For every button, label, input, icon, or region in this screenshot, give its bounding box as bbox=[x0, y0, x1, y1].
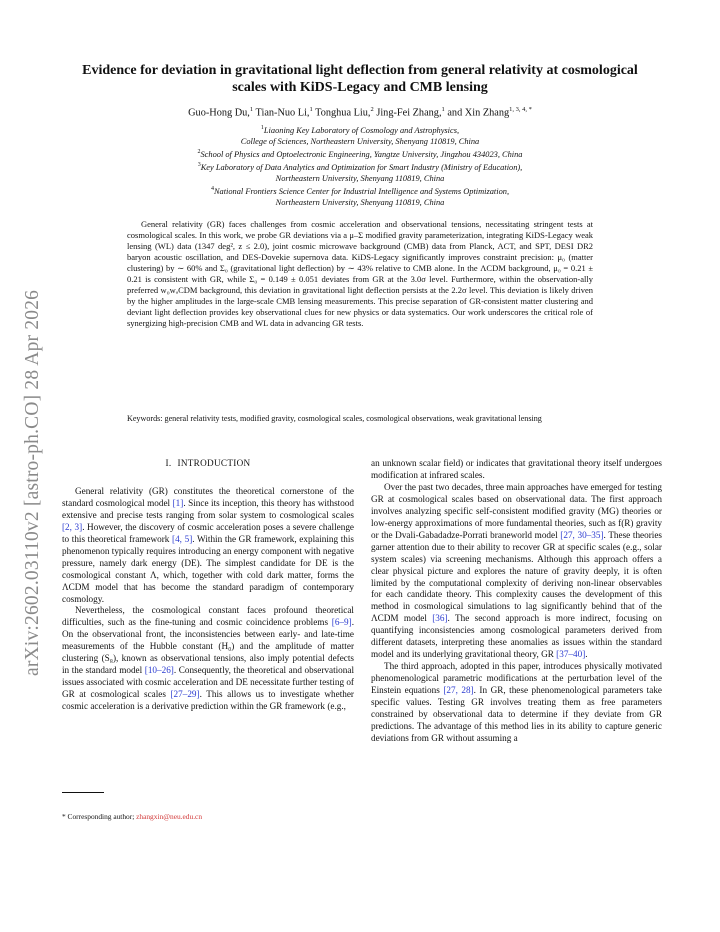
section-title: INTRODUCTION bbox=[177, 458, 251, 468]
right-paragraphs bbox=[371, 458, 662, 745]
author-affiliation-mark: 1, 3, 4, * bbox=[509, 106, 532, 113]
author-name: Tonghua Liu, bbox=[315, 107, 371, 119]
author-name: Guo-Hong Du, bbox=[188, 107, 250, 119]
citation-link[interactable]: [6–9] bbox=[331, 617, 352, 628]
affiliation-mark: 3 bbox=[197, 162, 201, 169]
affiliation-line bbox=[70, 123, 650, 136]
author-affiliation-mark: 2 bbox=[370, 106, 374, 113]
body-text: . In GR, these phenomenological parameters take specific values. Testing GR involves treating them as free parameters constrained by observational data to determine if they deviate from GR predictions. The advantage of this method lies in its ability to capture generic deviations from GR without assuming a bbox=[371, 685, 662, 743]
body-paragraph bbox=[371, 482, 662, 661]
affiliation-text: College of Sciences, Northeastern University, Shenyang 110819, China bbox=[240, 137, 480, 146]
body-text: . bbox=[585, 649, 588, 660]
body-paragraph bbox=[62, 605, 354, 713]
right-column bbox=[371, 458, 662, 745]
body-paragraph bbox=[371, 458, 662, 482]
author-affiliation-mark: 1 bbox=[309, 106, 313, 113]
left-column bbox=[62, 458, 354, 713]
citation-link[interactable]: [2, 3] bbox=[62, 521, 83, 532]
footnote bbox=[62, 812, 354, 822]
section-number: I. bbox=[165, 458, 172, 468]
citation-link[interactable]: [10–26] bbox=[144, 665, 174, 676]
affiliation-text: School of Physics and Optoelectronic Engineering, Yangtze University, Jingzhou 434023, China bbox=[200, 150, 523, 159]
affiliation-line bbox=[70, 147, 650, 160]
body-text: . This allows us to investigate whether cosmic acceleration is a derivative prediction within the GR framework (e.g., bbox=[62, 689, 354, 712]
body-text: General relativity (GR) constitutes the theoretical cornerstone of the standard cosmological model bbox=[62, 485, 354, 508]
affiliation-line bbox=[70, 136, 650, 147]
affiliation-text: Liaoning Key Laboratory of Cosmology and Astrophysics, bbox=[263, 125, 460, 135]
body-text: . These theories garner attention due to their ability to recover GR at specific scales (e.g., solar system scales) via screening mechanisms. Although this approach offers a clear physical picture and explores the nature of gravity deeply, it is often limited by the computational complexity of deriving non-linear observables for each candidate theory. This complexity causes the development of this method in cosmological simulations to lag significantly behind that of the ΛCDM model bbox=[371, 529, 662, 624]
affiliation-mark: 1 bbox=[260, 125, 264, 131]
author-affiliation-mark: 1 bbox=[441, 106, 445, 113]
affiliation-line bbox=[70, 184, 650, 197]
author-list bbox=[70, 106, 650, 118]
footnote-label: * Corresponding author; bbox=[62, 812, 137, 821]
body-paragraph bbox=[62, 486, 354, 606]
citation-link[interactable]: [1] bbox=[172, 497, 184, 508]
affiliation-mark: 4 bbox=[210, 186, 214, 193]
abstract: General relativity (GR) faces challenges from cosmic acceleration and observational tensions, necessitating stringent tests at cosmological scales. In this work, we probe GR deviations via a μ–Σ modified gravity parameterization, integrating KiDS-Legacy weak lensing (WL) data (1347 deg², z ≤ 2.0), joint cosmic microwave background (CMB) data from Planck, ACT, and SPT, DESI DR2 baryon acoustic oscillation, and DES-Dovekie supernova data. KiDS-Legacy significantly improves constraint precision: μ₀ (matter clustering) by ∼ 60% and Σ₀ (gravitational light deflection) by ∼ 43% relative to CMB alone. In the ΛCDM background, μ₀ = 0.21 ± 0.21 is consistent with GR, while Σ₀ = 0.149 ± 0.051 deviates from GR at the 3.0σ level. Furthermore, within the observation-ally preferred w₀wₐCDM background, this deviation in gravitational light deflection persists at the 2.2σ level. This deviation is likely driven by the higher amplitudes in the large-scale CMB lensing measurements. This precise separation of GR-consistent matter clustering and deviant light deflection provides key observational clues for new physics or data systematics. Our work underscores the critical role of synergizing high-precision CMB and WL data in advancing GR tests. bbox=[127, 219, 593, 329]
affiliation-text: Northeastern University, Shenyang 110819, China bbox=[275, 174, 445, 184]
citation-link[interactable]: [27–29] bbox=[170, 689, 200, 700]
arxiv-stamp: arXiv:2602.03110v2 [astro-ph.CO] 28 Apr 2026 bbox=[22, 289, 43, 676]
citation-link[interactable]: [4, 5] bbox=[172, 533, 193, 544]
paper-title: Evidence for deviation in gravitational light deflection from general relativity at cosmological scales with KiDS-Legacy and CMB lensing bbox=[82, 63, 638, 95]
citation-link[interactable]: [37–40] bbox=[556, 649, 586, 660]
author-name: Jing-Fei Zhang, bbox=[376, 107, 442, 119]
affiliations bbox=[70, 123, 650, 209]
body-text: . Consequently, the theoretical and observational issues associated with cosmic acceleration and DE necessitate further testing of GR at cosmological scales bbox=[62, 665, 355, 700]
author-name: Tian-Nuo Li, bbox=[255, 107, 310, 119]
affiliation-line bbox=[70, 197, 650, 208]
body-text: . On the observational front, the inconsistencies between early- and late-time measurements of the Hubble constant (H₀) and the amplitude of matter clustering (S₈), known as observational tensions, also imply potential defects in the standard model bbox=[62, 617, 354, 676]
section-heading bbox=[62, 458, 354, 470]
affiliation-mark: 2 bbox=[197, 149, 201, 156]
body-paragraph bbox=[371, 661, 662, 745]
body-text: The third approach, adopted in this paper, introduces physically motivated phenomenological parametric modifications at the perturbation level of the Einstein equations bbox=[371, 661, 662, 696]
keywords: Keywords: general relativity tests, modified gravity, cosmological scales, cosmological observations, weak gravitational lensing bbox=[127, 414, 542, 423]
affiliation-text: Northeastern University, Shenyang 110819, China bbox=[275, 198, 445, 208]
footnote-rule bbox=[62, 792, 104, 793]
affiliation-text: National Frontiers Science Center for Industrial Intelligence and Systems Optimization, bbox=[213, 187, 510, 197]
left-paragraphs bbox=[62, 486, 354, 713]
affiliation-line bbox=[70, 160, 650, 173]
affiliation-text: Key Laboratory of Data Analytics and Optimization for Smart Industry (Ministry of Education), bbox=[200, 163, 523, 172]
body-text: Nevertheless, the cosmological constant faces profound theoretical difficulties, such as the fine-tuning and cosmic coincidence problems bbox=[62, 605, 354, 628]
body-text: . However, the discovery of cosmic acceleration poses a severe challenge to this theoretical framework bbox=[62, 521, 354, 544]
citation-link[interactable]: [36] bbox=[432, 613, 448, 624]
body-text: an unknown scalar field) or indicates that gravitational theory itself undergoes modification at infrared scales. bbox=[371, 458, 662, 480]
affiliation-line bbox=[70, 173, 650, 184]
corresponding-email-link[interactable]: zhangxin@neu.edu.cn bbox=[136, 812, 203, 821]
citation-link[interactable]: [27, 28] bbox=[443, 685, 474, 696]
author-name: and Xin Zhang bbox=[447, 107, 510, 119]
author-affiliation-mark: 1 bbox=[249, 106, 254, 113]
citation-link[interactable]: [27, 30–35] bbox=[560, 529, 604, 540]
body-text: Over the past two decades, three main approaches have emerged for testing GR at cosmological scales based on observational data. The first approach involves analyzing specific self-consistent modified gravity (MG) theories or low-energy approximations of more fundamental theories, such as f(R) gravity or the Dvali-Gabadadze-Porrati braneworld model bbox=[371, 481, 662, 540]
body-text: . Within the GR framework, explaining this phenomenon typically requires introducing an energy component with negative pressure, namely dark energy (DE). The simplest candidate for DE is the cosmological constant Λ, which, together with cold dark matter, forms the ΛCDM model that has become the standard paradigm of contemporary cosmology. bbox=[62, 533, 354, 604]
body-text: . The second approach is more indirect, focusing on quantifying inconsistencies among cosmological parameters derived from different datasets, interpreting these anomalies as issues within the standard model and its underlying gravitational theory, GR bbox=[371, 613, 662, 660]
body-text: . Since its inception, this theory has withstood extensive and precise tests ranging from solar system to cosmological scales bbox=[62, 497, 354, 520]
